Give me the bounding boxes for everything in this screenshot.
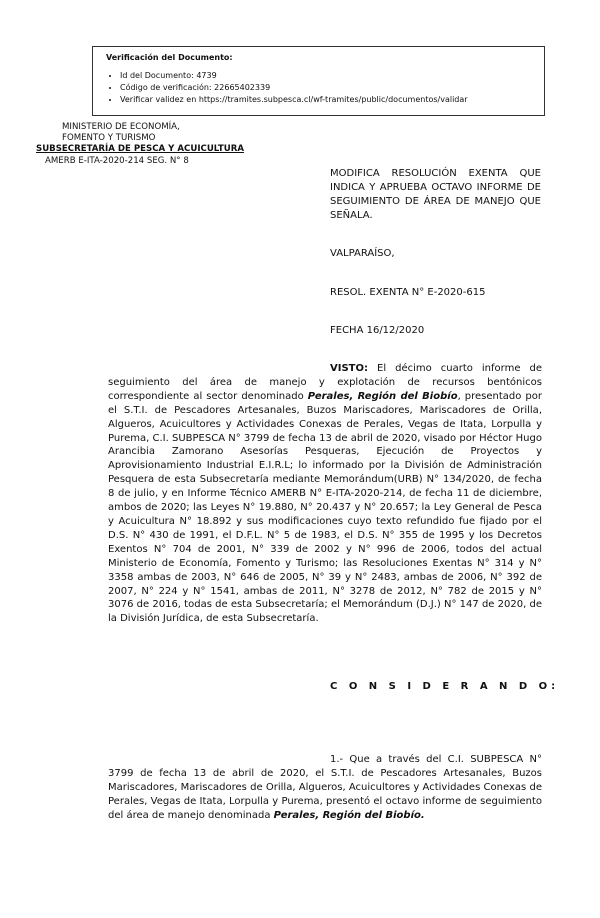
verification-box <box>92 46 545 116</box>
considerando-1-paragraph <box>108 753 542 823</box>
subsecretariat-name: SUBSECRETARÍA DE PESCA Y ACUICULTURA <box>36 144 244 154</box>
considerando-1-text: 1.- Que a través del C.I. SUBPESCA N° 3799 de fecha 13 de abril de 2020, el S.T.I. de Pescadores Artesanales, Buzos Mariscadores, Mariscadores de Orilla, Algueros, Acuicultores y Actividades Conexas de Perales, Vegas de Itata, Lorpulla y Purema, presentó el octavo informe de seguimiento del área de manejo denominada <box>108 754 542 821</box>
place: VALPARAÍSO, <box>330 248 395 259</box>
ministry-line-2: FOMENTO Y TURISMO <box>62 133 156 143</box>
verification-link[interactable]: • Verificar validez en https://tramites.subpesca.cl/wf-tramites/public/documentos/validar <box>120 94 544 106</box>
ministry-line-1: MINISTERIO DE ECONOMÍA, <box>62 122 180 132</box>
verification-document-id: • Id del Documento: 4739 <box>120 70 544 82</box>
resolution-number: RESOL. EXENTA N° E-2020-615 <box>330 287 486 298</box>
verification-code: • Código de verificación: 22665402339 <box>120 82 544 94</box>
reference-code: AMERB E-ITA-2020-214 SEG. N° 8 <box>45 156 189 166</box>
verification-list <box>106 70 544 106</box>
visto-sector-name: Perales, Región del Biobío <box>307 390 458 402</box>
considerando-heading: C O N S I D E R A N D O: <box>330 681 560 692</box>
visto-paragraph <box>108 362 542 626</box>
considerando-1-area-name: Perales, Región del Biobío. <box>273 809 425 821</box>
visto-label: VISTO: <box>330 363 368 374</box>
document-title: MODIFICA RESOLUCIÓN EXENTA QUE INDICA Y APRUEBA OCTAVO INFORME DE SEGUIMIENTO DE ÁREA DE MANEJO QUE SEÑALA. <box>330 168 541 221</box>
visto-text-b: , presentado por el S.T.I. de Pescadores Artesanales, Buzos Mariscadores, Mariscadores de Orilla, Algueros, Acuicultores y Actividades Conexas de Perales, Vegas de Itata, Lorpulla y Purema, C.I. SUBPESCA N° 3799 de fecha 13 de abril de 2020, visado por Héctor Hugo Arancibia Zamorano Asesorías Pesqueras, Ejecución de Proyectos y Aprovisionamiento Industrial E.I.R.L; lo informado por la División de Administración Pesquera de esta Subsecretaría mediante Memorándum(URB) N° 134/2020, de fecha 8 de julio, y en Informe Técnico AMERB N° E-ITA-2020-214, de fecha 11 de diciembre, ambos de 2020; las Leyes N° 19.880, N° 20.437 y N° 20.657; la Ley General de Pesca y Acuicultura N° 18.892 y sus modificaciones cuyo texto refundido fue fijado por el D.S. N° 430 de 1991, el D.F.L. N° 5 de 1983, el D.S. N° 355 de 1995 y los Decretos Exentos N° 704 de 2001, N° 339 de 2002 y N° 996 de 2006, todos del actual Ministerio de Economía, Fomento y Turismo; las Resoluciones Exentas N° 314 y N° 3358 ambas de 2003, N° 646 de 2005, N° 39 y N° 2483, ambas de 2006, N° 392 de 2007, N° 224 y N° 1541, ambas de 2011, N° 3278 de 2012, N° 782 de 2015 y N° 3076 de 2016, todas de esta Subsecretaría; el Memorándum (D.J.) N° 147 de 2020, de la División Jurídica, de esta Subsecretaría. <box>108 390 542 625</box>
resolution-date: FECHA 16/12/2020 <box>330 325 425 336</box>
verification-title: Verificación del Documento: <box>106 53 233 62</box>
visto-text-a: El décimo cuarto informe de seguimiento del área de manejo y explotación de recursos bentónicos correspondiente al sector denominado <box>108 363 542 402</box>
